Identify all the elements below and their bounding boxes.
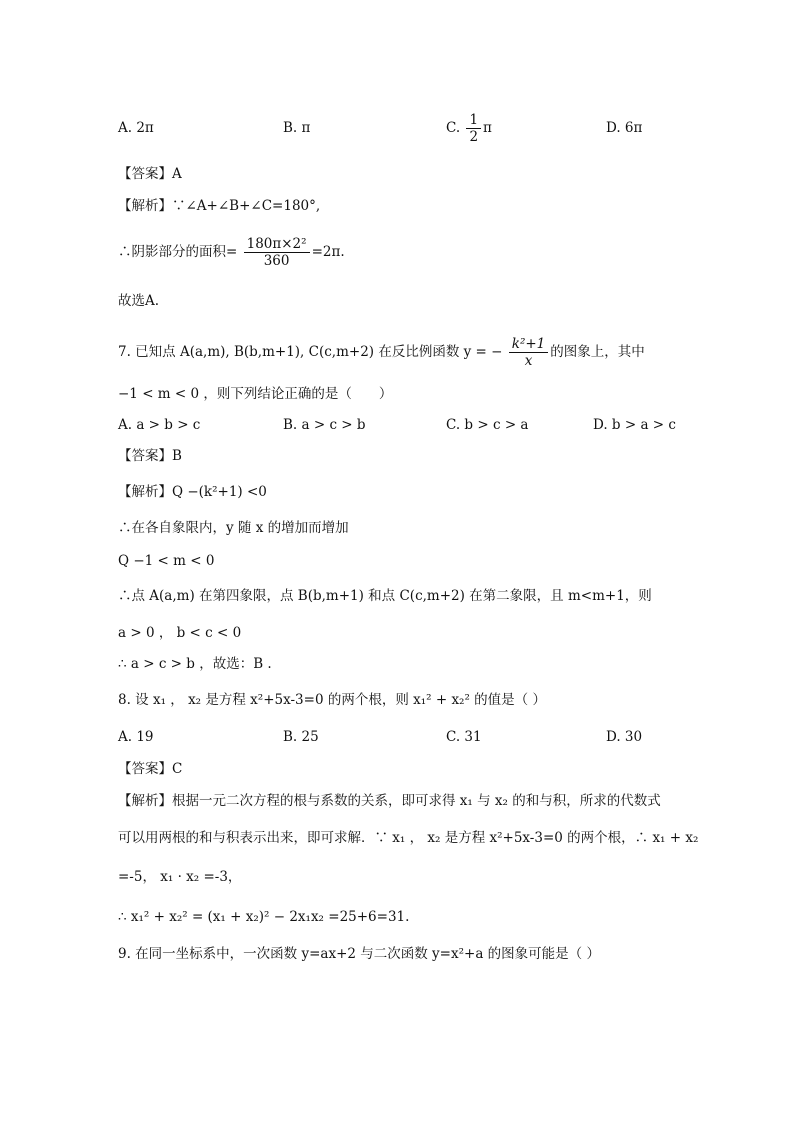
q6-area-suffix: =2π. — [311, 244, 345, 260]
q7-option-a: A. a > b > c — [118, 417, 201, 433]
q8-analysis-line1 — [118, 792, 661, 810]
q6-option-c-label: C. — [446, 120, 461, 136]
q6-option-c — [446, 112, 492, 145]
q7-stem-part2: 的图象上，其中 — [550, 344, 645, 360]
q7-answer-value: B — [172, 448, 182, 464]
q7-analysis-line1 — [118, 483, 267, 501]
q6-area-denominator: 360 — [263, 253, 290, 269]
q8-analysis-text1: 根据一元二次方程的根与系数的关系，即可求得 x₁ 与 x₂ 的和与积，所求的代数式 — [172, 793, 661, 809]
q8-answer-label: 【答案】 — [118, 761, 172, 777]
q8-option-c: C. 31 — [446, 729, 482, 745]
q7-analysis-text1: Q −(k²+1) <0 — [172, 484, 267, 500]
q7-analysis-line4: ∴点 A(a,m) 在第四象限，点 B(b,m+1) 和点 C(c,m+2) 在第二象限，且 m<m+1，则 — [118, 588, 652, 604]
q8-analysis-line4: ∴ x₁² + x₂² = (x₁ + x₂)² − 2x₁x₂ =25+6=31. — [118, 909, 410, 925]
q6-option-c-numerator: 1 — [466, 112, 481, 129]
q7-stem-line2: −1 < m < 0 ，则下列结论正确的是（ ） — [118, 386, 393, 402]
q8-answer — [118, 760, 182, 778]
q6-analysis — [118, 197, 320, 215]
q7-stem-part1: 7. 已知点 A(a,m), B(b,m+1), C(c,m+2) 在反比例函数 y = − — [118, 344, 503, 360]
q7-fraction-numerator: k²+1 — [509, 336, 549, 353]
q7-fraction-denominator: x — [524, 353, 533, 369]
q8-analysis-line2: 可以用两根的和与积表示出来，即可求解．∵ x₁ ， x₂ 是方程 x²+5x-3=0 的两个根，∴ x₁ + x₂ — [118, 830, 699, 846]
q8-option-b: B. 25 — [283, 729, 319, 745]
q7-analysis-line6: ∴ a > c > b ，故选：B . — [118, 656, 272, 672]
q7-function-fraction — [509, 336, 549, 369]
q7-option-c: C. b > c > a — [446, 417, 529, 433]
q8-analysis-line3: =-5， x₁ · x₂ =-3， — [118, 869, 242, 885]
q6-option-c-pi: π — [483, 120, 492, 136]
q7-option-d: D. b > a > c — [593, 417, 676, 433]
q6-area-numerator: 180π×2² — [244, 236, 310, 253]
q7-analysis-line2: ∴在各自象限内，y 随 x 的增加而增加 — [118, 520, 349, 536]
q8-option-a: A. 19 — [118, 729, 154, 745]
q6-answer — [118, 165, 182, 183]
q7-analysis-line5: a > 0 ， b < c < 0 — [118, 625, 242, 641]
q6-analysis-label: 【解析】 — [118, 198, 172, 214]
q6-option-c-fraction — [466, 112, 481, 145]
q8-answer-value: C — [172, 761, 183, 777]
q6-answer-value: A — [172, 166, 182, 182]
q6-area-formula — [118, 236, 345, 269]
q7-option-b: B. a > c > b — [283, 417, 366, 433]
q6-analysis-text: ∵∠A+∠B+∠C=180°, — [172, 198, 321, 214]
q6-option-d: D. 6π — [606, 120, 643, 136]
q7-answer-label: 【答案】 — [118, 448, 172, 464]
q6-option-a: A. 2π — [118, 120, 154, 136]
q6-area-fraction — [244, 236, 310, 269]
q6-conclusion: 故选A. — [118, 293, 160, 309]
q6-answer-label: 【答案】 — [118, 166, 172, 182]
q8-option-d: D. 30 — [606, 729, 643, 745]
q6-area-prefix: ∴阴影部分的面积= — [118, 244, 238, 260]
q7-analysis-line3: Q −1 < m < 0 — [118, 553, 215, 569]
q6-option-c-denominator: 2 — [469, 129, 479, 145]
q6-option-b: B. π — [283, 120, 311, 136]
q7-analysis-label: 【解析】 — [118, 484, 172, 500]
q9-stem: 9. 在同一坐标系中，一次函数 y=ax+2 与二次函数 y=x²+a 的图象可能是（ ） — [118, 946, 600, 962]
q8-analysis-label: 【解析】 — [118, 793, 172, 809]
q8-stem: 8. 设 x₁ ， x₂ 是方程 x²+5x-3=0 的两个根，则 x₁² + x₂² 的值是（ ） — [118, 692, 546, 708]
q7-answer — [118, 447, 182, 465]
q7-stem-line1 — [118, 336, 645, 369]
